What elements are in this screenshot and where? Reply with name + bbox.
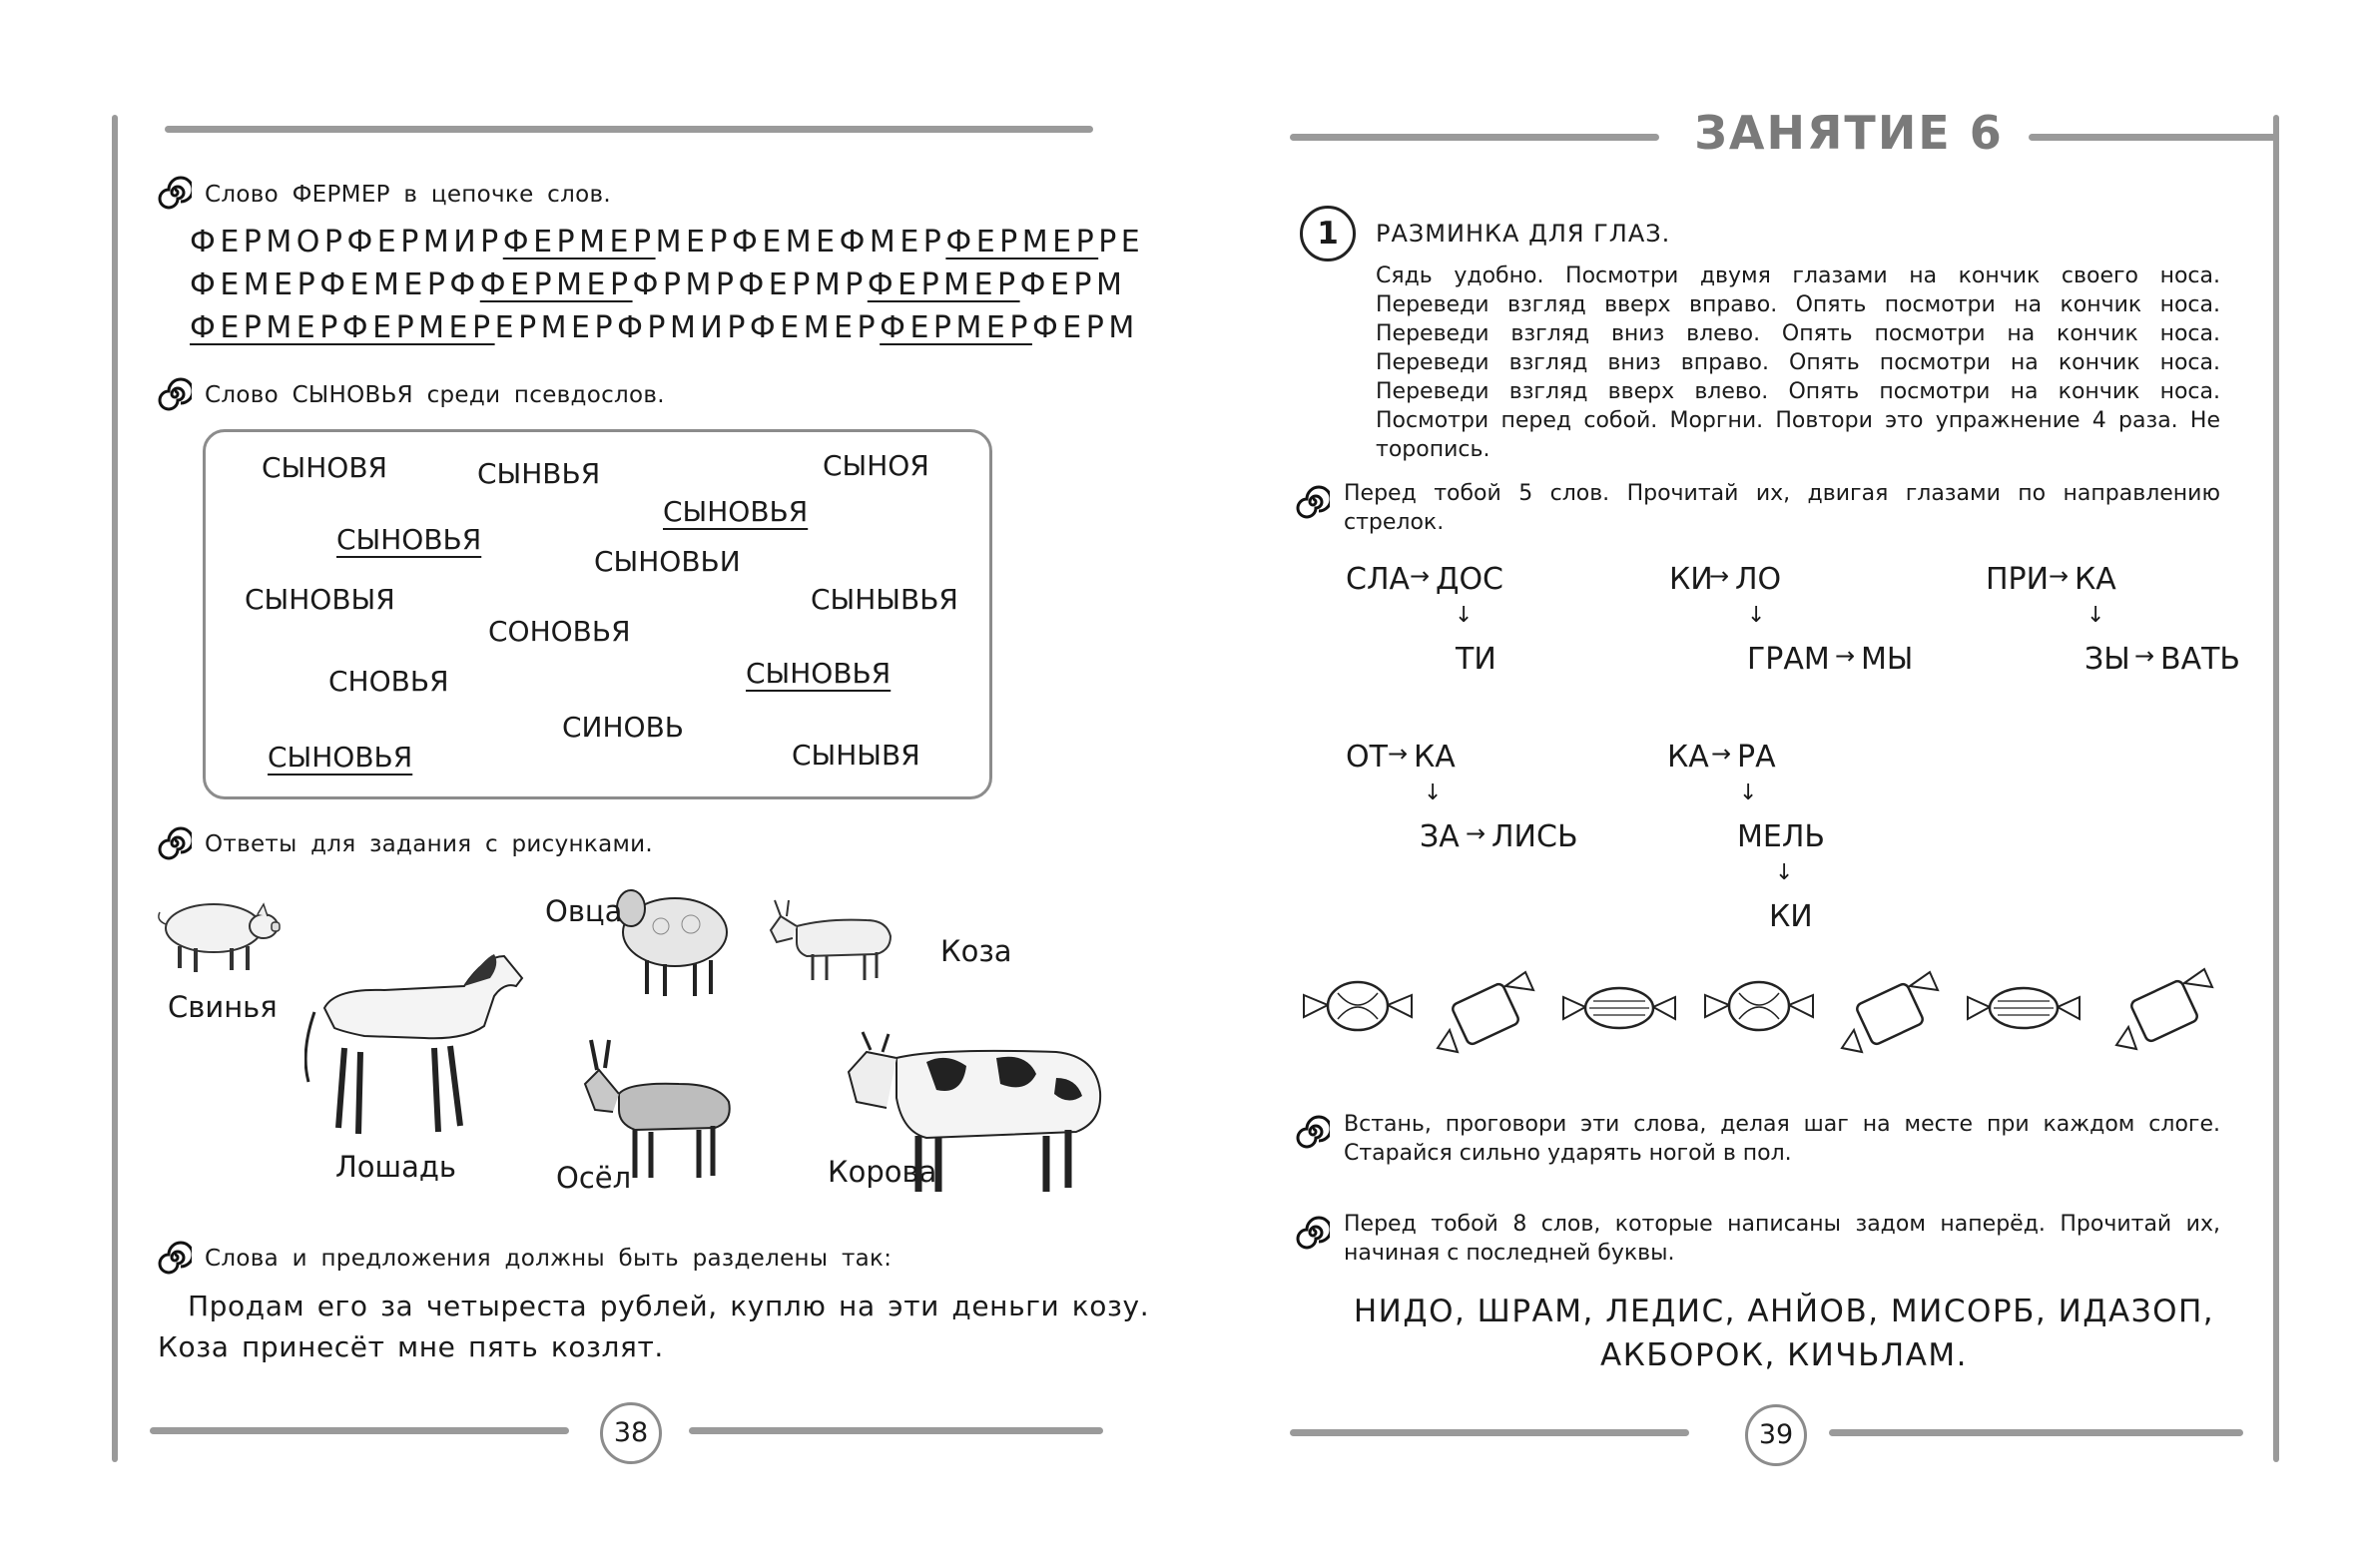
top-rule-right xyxy=(2029,134,2278,141)
spiral-icon xyxy=(158,377,192,411)
pseudoword: СНОВЬЯ xyxy=(328,665,449,698)
pseudoword: СЫНОЯ xyxy=(823,449,929,482)
chain-target-word: ФЕРМЕРФЕРМЕР xyxy=(190,310,495,345)
bottom-rule-left xyxy=(150,1427,569,1434)
pig-illustration xyxy=(152,888,282,978)
chain-line-1 xyxy=(190,225,1144,260)
arrow-down-icon: ↓ xyxy=(1747,603,1766,628)
syllable: МЕЛЬ xyxy=(1737,819,1825,854)
chain-segment: ФЕРМ xyxy=(1019,267,1127,302)
candy-icon xyxy=(1430,966,1544,1061)
syllable: МЫ xyxy=(1861,642,1914,677)
chain-segment: ФРМРФЕРМР xyxy=(632,267,868,302)
chain-target-word: ФЕРМЕР xyxy=(945,225,1099,260)
lesson-title: ЗАНЯТИЕ 6 xyxy=(1694,106,2004,160)
reverse-words-line-2: АКБОРОК, КИЧЬЛАМ. xyxy=(1599,1337,1969,1373)
animal-label-cow: Корова xyxy=(828,1155,937,1189)
goat-illustration xyxy=(767,896,906,986)
sheep-illustration xyxy=(611,876,736,1001)
reverse-words-line-1: НИДО, ШРАМ, ЛЕДИС, АНЙОВ, МИСОРБ, ИДАЗОП, xyxy=(1353,1294,2215,1329)
chain-target-word: ФЕРМЕР xyxy=(479,267,633,302)
answer-line-2: Коза принесёт мне пять козлят. xyxy=(158,1330,664,1363)
chain-line-3 xyxy=(190,310,1139,345)
pseudoword: СЫНОВЫЯ xyxy=(245,583,395,616)
arrow-right-icon: → xyxy=(2134,642,2155,670)
syllable: ЛИСЬ xyxy=(1491,819,1578,854)
candy-icon xyxy=(1699,973,1819,1043)
syllable: КА xyxy=(1667,740,1709,775)
five-words-instruction: Перед тобой 5 слов. Прочитай их, двигая глазами по направлению стрелок. xyxy=(1344,481,2220,535)
pseudoword: СИНОВЬ xyxy=(562,711,685,744)
right-page xyxy=(1190,0,2380,1561)
syllable: КА xyxy=(1414,740,1456,775)
spiral-icon xyxy=(1296,1115,1330,1149)
syllable: КИ xyxy=(1769,899,1813,934)
animal-label-donkey: Осёл xyxy=(556,1161,632,1195)
arrow-right-icon: → xyxy=(2049,562,2070,590)
syllable: ОТ xyxy=(1346,740,1388,775)
syllable: ГРАМ xyxy=(1747,642,1830,677)
arrow-down-icon: ↓ xyxy=(1775,860,1794,885)
top-rule-left xyxy=(1290,134,1659,141)
candy-icon xyxy=(1834,966,1949,1061)
reverse-instruction: Перед тобой 8 слов, которые написаны задом наперёд. Прочитай их, начиная с последней буквы. xyxy=(1344,1212,2220,1266)
arrow-down-icon: ↓ xyxy=(1739,780,1758,805)
chain-target-word: ФЕРМЕР xyxy=(502,225,656,260)
chain-segment: ФЕРМ xyxy=(1031,310,1139,345)
animal-label-pig: Свинья xyxy=(168,990,278,1024)
top-rule xyxy=(165,126,1093,133)
bottom-rule-right xyxy=(689,1427,1103,1434)
spiral-icon xyxy=(158,176,192,210)
syllable: ДОС xyxy=(1436,562,1503,597)
pseudoword: СЫНВЬЯ xyxy=(477,457,601,490)
chain-segment: ЕРМЕРФРМИРФЕМЕР xyxy=(494,310,881,345)
arrow-right-icon: → xyxy=(1466,819,1487,847)
chain-target-word: ФЕРМЕР xyxy=(867,267,1020,302)
pseudoword: СЫНЫВЬЯ xyxy=(811,583,958,616)
spiral-icon xyxy=(1296,1216,1330,1250)
arrow-down-icon: ↓ xyxy=(1424,780,1443,805)
pseudoword: СЫНОВЬИ xyxy=(594,545,741,578)
bottom-rule-right xyxy=(1829,1429,2243,1436)
animal-label-horse: Лошадь xyxy=(335,1150,456,1184)
target-word: СЫНОВЬЯ xyxy=(268,741,413,774)
section3-instruction: Ответы для задания с рисунками. xyxy=(205,831,653,857)
candy-icon xyxy=(2108,963,2223,1058)
chain-line-2 xyxy=(190,267,1126,302)
syllable: КА xyxy=(2075,562,2116,597)
right-border xyxy=(2273,115,2279,1462)
pseudoword: СЫНОВЯ xyxy=(262,451,388,484)
arrow-right-icon: → xyxy=(1388,740,1409,768)
stand-up-instruction: Встань, проговори эти слова, делая шаг на месте при каждом слоге. Старайся сильно ударять ногой в пол. xyxy=(1344,1112,2220,1166)
spiral-icon xyxy=(158,826,192,860)
exercise-heading: РАЗМИНКА ДЛЯ ГЛАЗ. xyxy=(1376,220,1671,248)
animal-label-sheep: Овца xyxy=(545,894,623,928)
pseudoword: СЫНЫВЯ xyxy=(792,739,920,772)
arrow-right-icon: → xyxy=(1711,740,1732,768)
target-word: СЫНОВЬЯ xyxy=(336,523,482,556)
candy-icon xyxy=(1964,981,2083,1036)
candy-icon xyxy=(1559,981,1679,1036)
target-word: СЫНОВЬЯ xyxy=(746,657,892,690)
syllable: ЗЫ xyxy=(2084,642,2130,677)
syllable: ЗА xyxy=(1420,819,1460,854)
page-number: 38 xyxy=(600,1402,662,1464)
arrow-right-icon: → xyxy=(1410,562,1431,590)
arrow-right-icon: → xyxy=(1709,562,1730,590)
exercise-number-badge: 1 xyxy=(1300,206,1356,261)
section1-instruction: Слово ФЕРМЕР в цепочке слов. xyxy=(205,182,611,208)
candy-icon xyxy=(1298,973,1418,1043)
arrow-right-icon: → xyxy=(1835,642,1856,670)
exercise-text: Сядь удобно. Посмотри двумя глазами на кончик своего носа. Переведи взгляд вверх вправо. Опять посмотри на кончик носа. Переведи взгляд вниз влево. Опять посмотри на кончик носа. Переведи взгляд вниз вправо. Опять посмотри на кончик носа. Переведи взгляд вверх влево. Опять посмотри на кончик носа. Посмотри перед собой. Моргни. Повтори это упражнение 4 раза. Не торопись. xyxy=(1376,263,2220,462)
section2-instruction: Слово СЫНОВЬЯ среди псевдослов. xyxy=(205,382,665,408)
pseudoword: СОНОВЬЯ xyxy=(488,615,631,648)
bottom-rule-left xyxy=(1290,1429,1689,1436)
chain-target-word: ФЕРМЕР xyxy=(880,310,1032,345)
syllable: ТИ xyxy=(1456,642,1496,677)
chain-segment: РЕ xyxy=(1098,225,1145,260)
page-number: 39 xyxy=(1745,1404,1807,1466)
section4-instruction: Слова и предложения должны быть разделены так: xyxy=(205,1246,892,1272)
animal-label-goat: Коза xyxy=(940,934,1012,968)
spiral-icon xyxy=(158,1241,192,1275)
chain-segment: ФЕРМОРФЕРМИР xyxy=(190,225,503,260)
syllable: ВАТЬ xyxy=(2160,642,2241,677)
syllable: ПРИ xyxy=(1986,562,2050,597)
syllable: РА xyxy=(1737,740,1776,775)
arrow-down-icon: ↓ xyxy=(2086,603,2105,628)
answer-line-1: Продам его за четыреста рублей, куплю на эти деньги козу. xyxy=(188,1290,1150,1322)
spiral-icon xyxy=(1296,485,1330,519)
chain-segment: ФЕМЕРФЕМЕРФ xyxy=(190,267,480,302)
syllable: КИ xyxy=(1669,562,1713,597)
arrow-down-icon: ↓ xyxy=(1455,603,1474,628)
horse-illustration xyxy=(304,948,534,1143)
target-word: СЫНОВЬЯ xyxy=(663,495,809,528)
chain-segment: МЕРФЕМЕФМЕР xyxy=(655,225,946,260)
syllable: СЛА xyxy=(1346,562,1411,597)
left-border xyxy=(112,115,118,1462)
syllable: ЛО xyxy=(1735,562,1782,597)
